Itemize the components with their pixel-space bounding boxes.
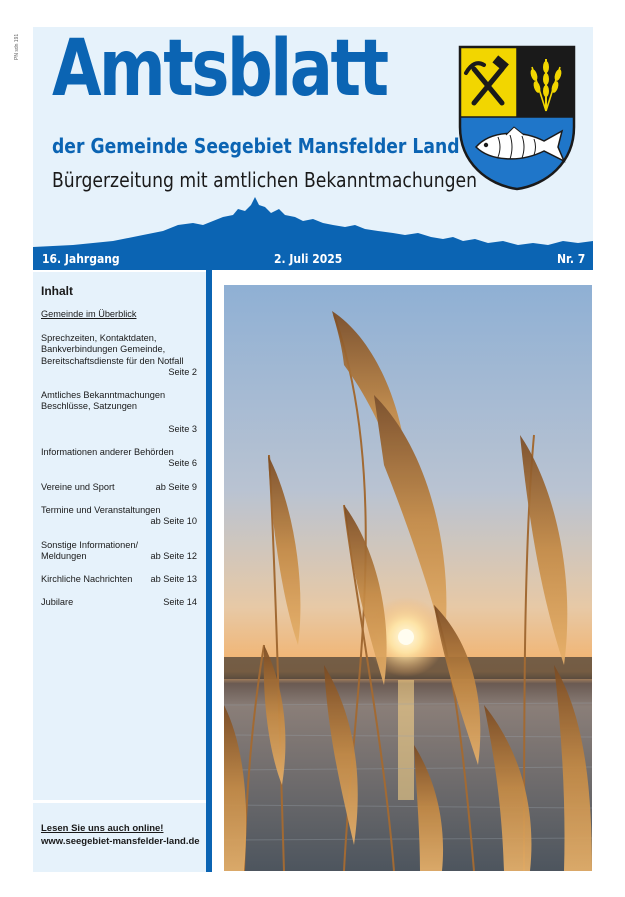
toc-entry-text[interactable]: Gemeinde im Überblick [41, 309, 137, 319]
toc-heading: Inhalt [41, 284, 73, 298]
issue-date: 2. Juli 2025 [274, 252, 343, 266]
masthead-subtitle: der Gemeinde Seegebiet Mansfelder Land [52, 134, 460, 158]
toc-entry-text: Amtliches Bekanntmachungen Beschlüsse, Satzungen [41, 390, 166, 412]
online-title: Lesen Sie uns auch online! [41, 823, 164, 834]
toc-entry-page: Seite 3 [168, 424, 197, 434]
toc-entry-page: Seite 14 [163, 597, 197, 607]
toc-entry [41, 333, 197, 379]
toc-entry-text: Sprechzeiten, Kontaktdaten, Bankverbindungen Gemeinde, Bereitschaftsdienste für den Notfall [41, 333, 184, 366]
toc-entry-text: Kirchliche Nachrichten [41, 574, 133, 584]
website-link[interactable]: www.seegebiet-mansfelder-land.de [41, 836, 200, 847]
coat-of-arms-icon [458, 45, 576, 191]
toc-entry-text: Informationen anderer Behörden [41, 447, 174, 457]
issue-band [33, 248, 593, 270]
toc-entry [41, 390, 197, 436]
cover-photo [224, 285, 592, 871]
toc-entry-page: ab Seite 13 [150, 574, 197, 584]
toc-entry [41, 540, 197, 564]
toc-entry-text: Termine und Veranstaltungen [41, 505, 161, 515]
toc-entry-page: ab Seite 10 [150, 516, 197, 526]
toc-entry [41, 574, 197, 586]
masthead-title: Amtsblatt [52, 24, 387, 114]
toc-entry [41, 482, 197, 494]
toc-entry-text: Jubilare [41, 597, 74, 607]
toc-entry-text: Vereine und Sport [41, 482, 115, 492]
column-divider [206, 270, 212, 872]
town-skyline-icon [33, 195, 593, 255]
toc-entry-page: Seite 6 [168, 458, 197, 468]
toc-entry-page: Seite 2 [168, 367, 197, 377]
toc-entry-page: ab Seite 9 [155, 482, 197, 492]
masthead-tagline: Bürgerzeitung mit amtlichen Bekanntmachungen [52, 168, 478, 192]
print-code: PN sdn 191 [14, 33, 20, 60]
issue-number: Nr. 7 [557, 252, 586, 266]
toc-entry [41, 597, 197, 609]
toc-entry [41, 505, 197, 529]
toc-entry [41, 447, 197, 471]
toc-entry-page: ab Seite 12 [150, 551, 197, 561]
toc-entry[interactable] [41, 309, 197, 320]
volume-label: 16. Jahrgang [42, 252, 120, 266]
toc-entry-text: Sonstige Informationen/ Meldungen [41, 540, 139, 562]
